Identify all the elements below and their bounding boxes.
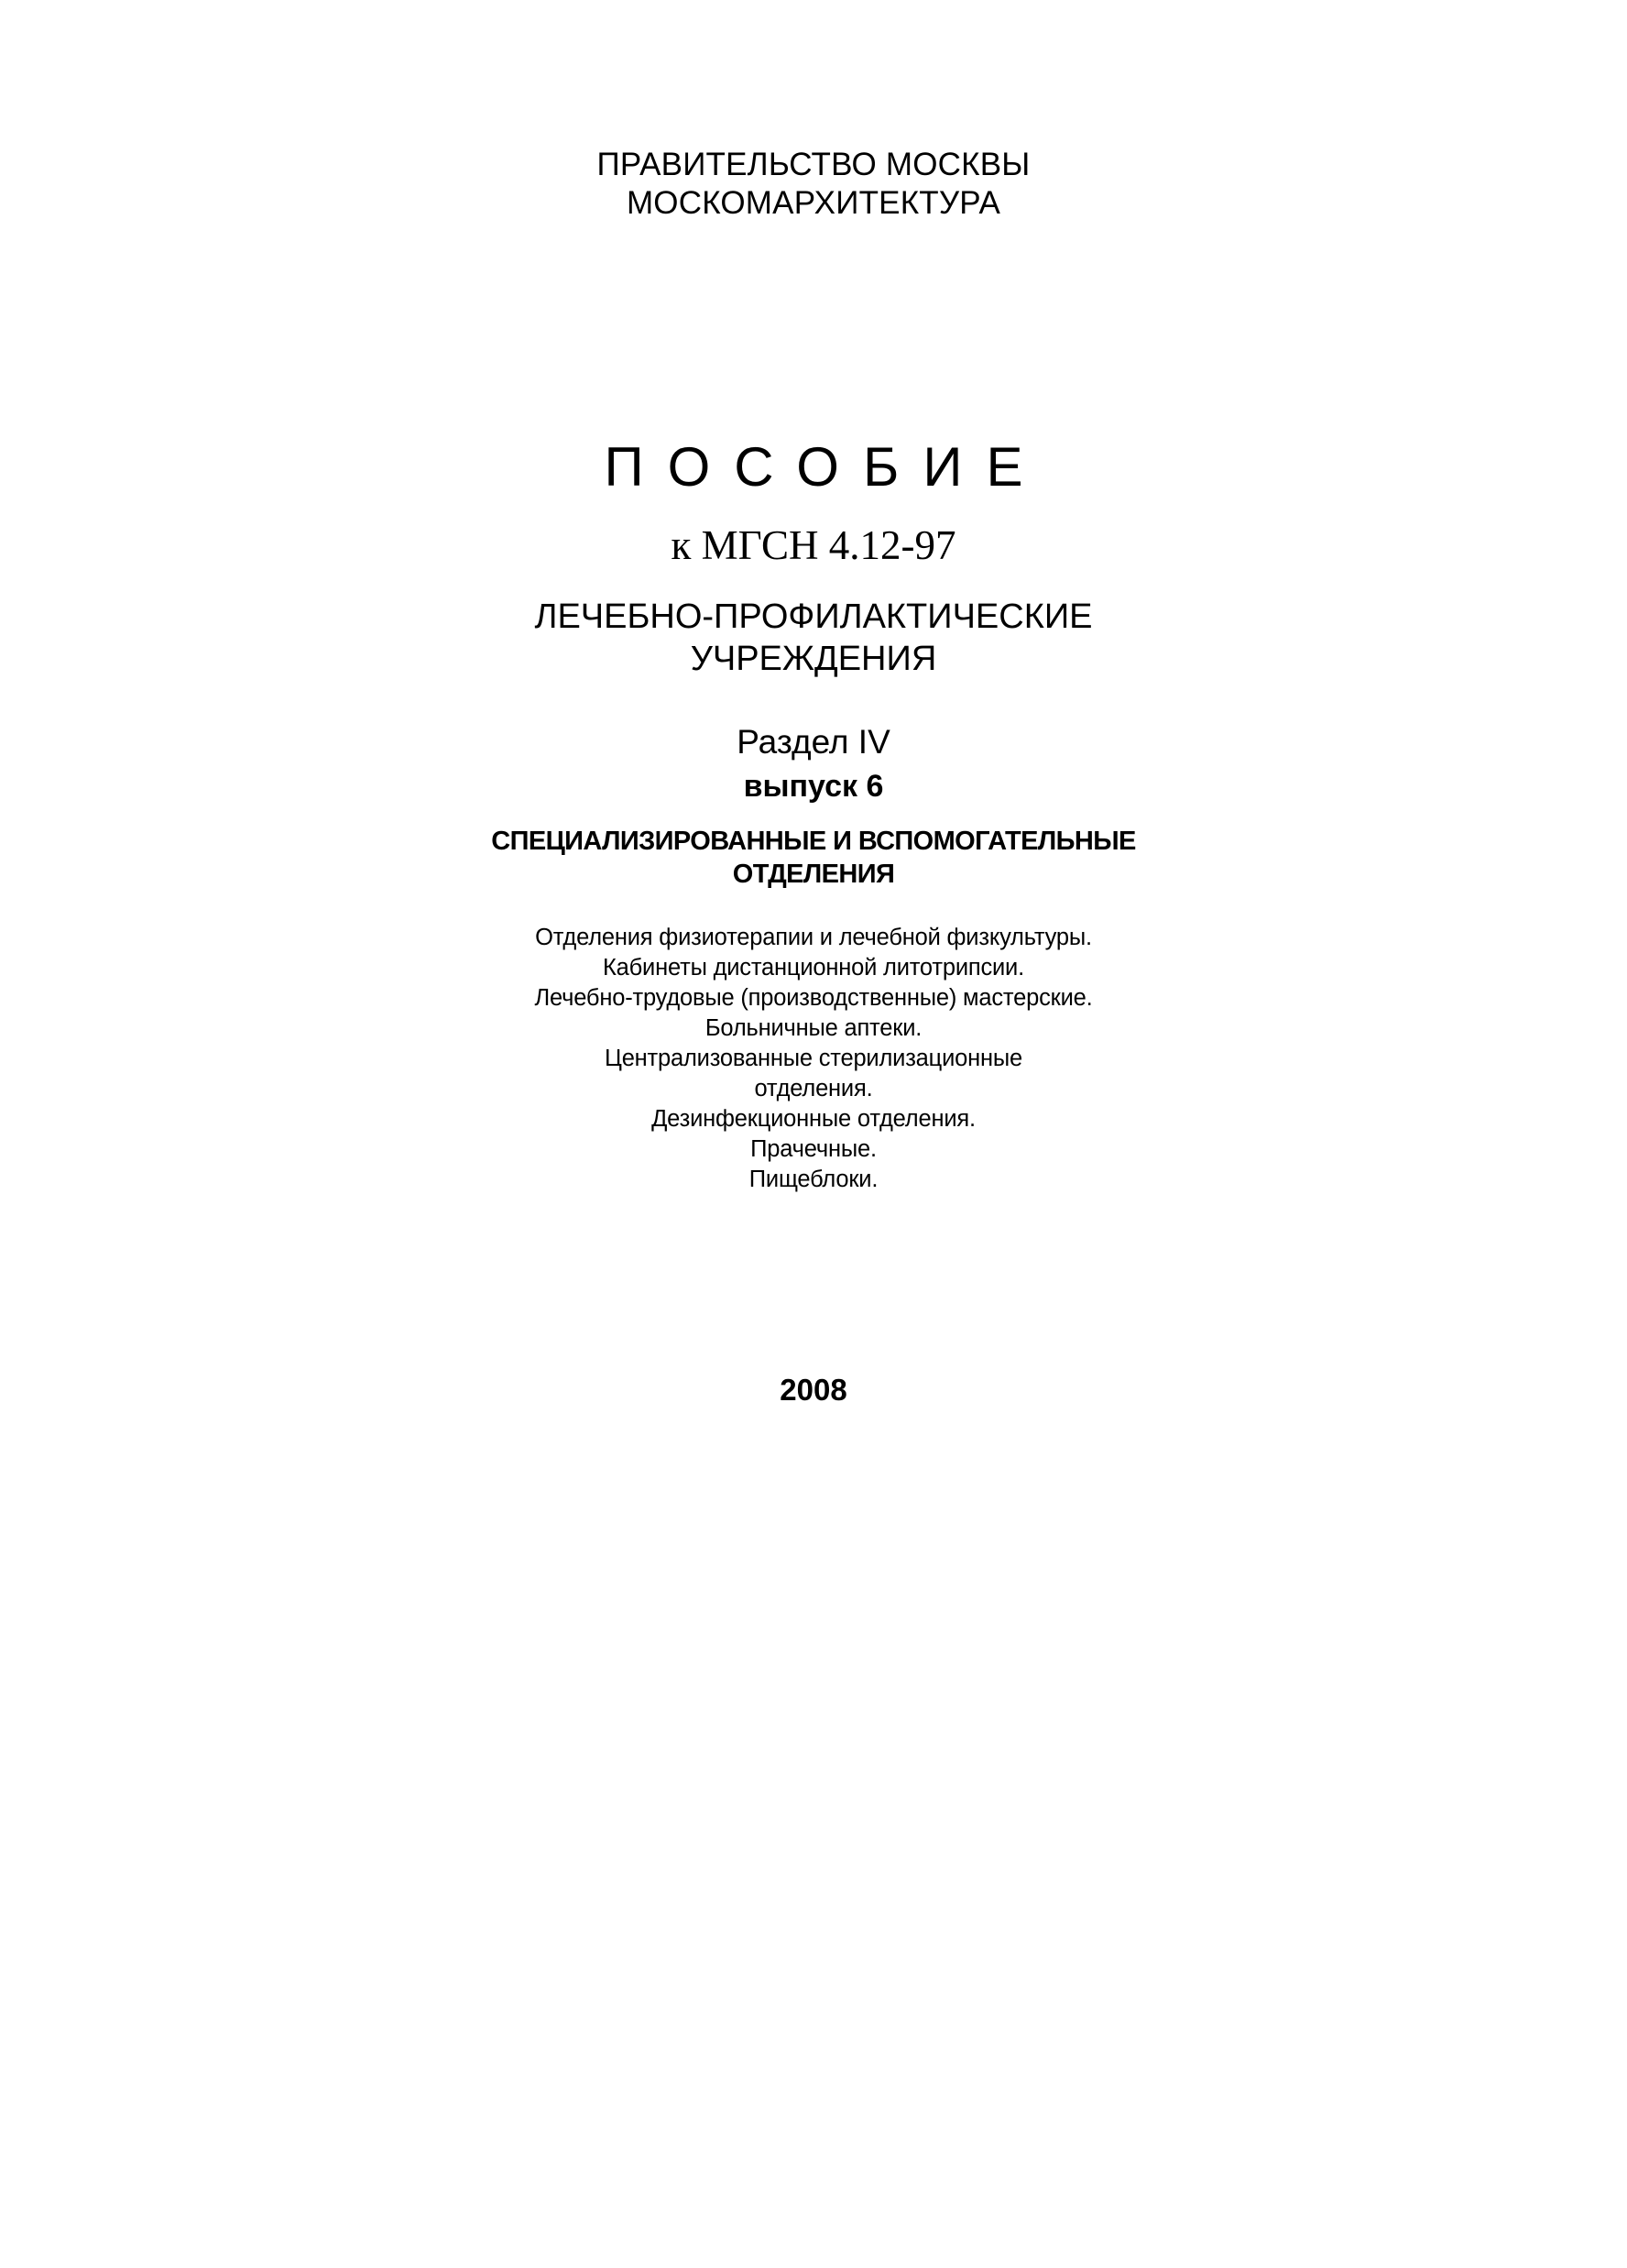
- departments-line-2: ОТДЕЛЕНИЯ: [732, 860, 895, 889]
- document-title: ПОСОБИЕ: [604, 436, 1047, 498]
- section-label: Раздел IV: [737, 723, 890, 761]
- issue-label: выпуск 6: [743, 769, 884, 804]
- contents-item: Больничные аптеки.: [704, 1015, 923, 1041]
- header-agency: МОСКОМАРХИТЕКТУРА: [626, 185, 1001, 221]
- contents-item: Пищеблоки.: [748, 1167, 879, 1192]
- departments-line-1: СПЕЦИАЛИЗИРОВАННЫЕ И ВСПОМОГАТЕЛЬНЫЕ: [491, 827, 1136, 856]
- contents-item: Централизованные стерилизационные: [605, 1046, 1022, 1071]
- contents-item: Дезинфекционные отделения.: [651, 1106, 976, 1132]
- subject-line-2: УЧРЕЖДЕНИЯ: [690, 640, 937, 678]
- header-government: ПРАВИТЕЛЬСТВО МОСКВЫ: [596, 147, 1031, 182]
- contents-item: Отделения физиотерапии и лечебной физкультуры.: [535, 925, 1092, 950]
- contents-item: Лечебно-трудовые (производственные) мастерские.: [534, 985, 1093, 1011]
- publication-year: 2008: [780, 1373, 847, 1407]
- subject-line-1: ЛЕЧЕБНО-ПРОФИЛАКТИЧЕСКИЕ: [534, 597, 1093, 636]
- contents-item: отделения.: [754, 1076, 873, 1101]
- norm-reference: к МГСН 4.12-97: [671, 522, 956, 568]
- contents-item: Прачечные.: [750, 1136, 877, 1162]
- contents-item: Кабинеты дистанционной литотрипсии.: [602, 955, 1024, 981]
